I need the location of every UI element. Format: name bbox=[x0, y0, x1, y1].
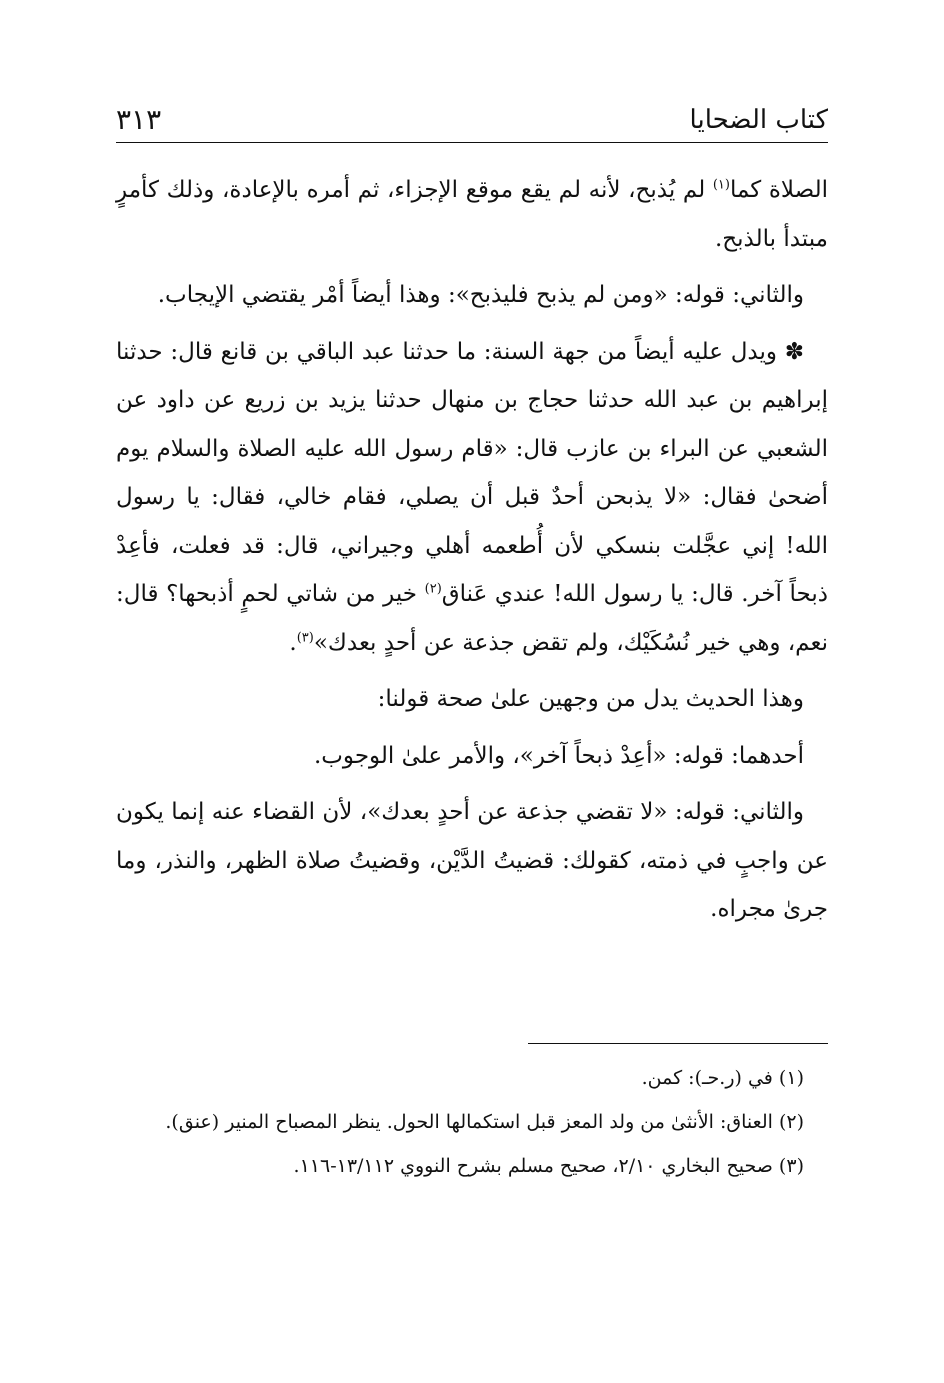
running-title: كتاب الضحايا bbox=[689, 105, 828, 135]
main-text bbox=[116, 166, 828, 942]
paragraph-1 bbox=[116, 166, 828, 263]
footnotes bbox=[116, 1058, 828, 1190]
paragraph-3-text-c: . bbox=[289, 629, 297, 656]
book-page bbox=[116, 0, 828, 1383]
footnote-ref-3: (٣) bbox=[296, 629, 314, 645]
header-divider bbox=[116, 142, 828, 143]
paragraph-1-text-a: الصلاة كما bbox=[729, 177, 828, 203]
paragraph-4: وهذا الحديث يدل من وجهين علىٰ صحة قولنا: bbox=[377, 686, 804, 712]
paragraph-3 bbox=[116, 328, 828, 668]
page-number: ٣١٣ bbox=[116, 103, 162, 136]
paragraph-1-text-b: لم يُذبح، لأنه لم يقع موقع الإجزاء، ثم أمره بالإعادة، وذلك كأمرٍ مبتدأ بالذبح. bbox=[116, 177, 828, 252]
footnote-1: (١) في (ر.حـ): كمن. bbox=[641, 1067, 804, 1089]
footnote-2: (٢) العناق: الأنثىٰ من ولد المعز قبل استكمالها الحول. ينظر المصباح المنير (عنق). bbox=[165, 1111, 804, 1133]
paragraph-3-text-a: ✽ ويدل عليه أيضاً من جهة السنة: ما حدثنا عبد الباقي بن قانع قال: حدثنا إبراهيم بن عبد الله حدثنا حجاج بن منهال حدثنا يزيد بن زريع عن داود عن الشعبي عن البراء بن عازب قال: «قام رسول الله عليه الصلاة والسلام يوم أضحىٰ فقال: «لا يذبحن أحدٌ قبل أن يصلي، فقام خالي، فقال: يا رسول الله! إني عجَّلت بنسكي لأن أُطعمه أهلي وجيراني، قال: قد فعلت، فأعِدْ ذبحاً آخر. قال: يا رسول الله! عندي عَناق bbox=[116, 338, 828, 607]
footnote-divider bbox=[528, 1043, 828, 1044]
paragraph-5: أحدهما: قوله: «أعِدْ ذبحاً آخر»، والأمر علىٰ الوجوب. bbox=[313, 742, 804, 769]
footnote-3: (٣) صحيح البخاري ٢/١٠، صحيح مسلم بشرح النووي ١٣/١١٢-١١٦. bbox=[293, 1155, 804, 1177]
paragraph-6: والثاني: قوله: «لا تقضي جذعة عن أحدٍ بعدك»، لأن القضاء عنه إنما يكون عن واجبٍ في ذمته، كقولك: قضيتُ الدَّيْن، وقضيتُ صلاة الظهر، والنذر، وما جرىٰ مجراه. bbox=[116, 799, 828, 922]
paragraph-2: والثاني: قوله: «ومن لم يذبح فليذبح»: وهذا أيضاً أمْر يقتضي الإيجاب. bbox=[157, 282, 804, 308]
footnote-ref-2: (٢) bbox=[424, 581, 442, 597]
paragraph-3-text-b: خير من شاتي لحمٍ أذبحها؟ قال: نعم، وهي خير نُسُكَيْك، ولم تقض جذعة عن أحدٍ بعدك» bbox=[116, 581, 828, 656]
footnote-ref-1: (١) bbox=[712, 177, 730, 193]
page-header bbox=[116, 90, 828, 140]
